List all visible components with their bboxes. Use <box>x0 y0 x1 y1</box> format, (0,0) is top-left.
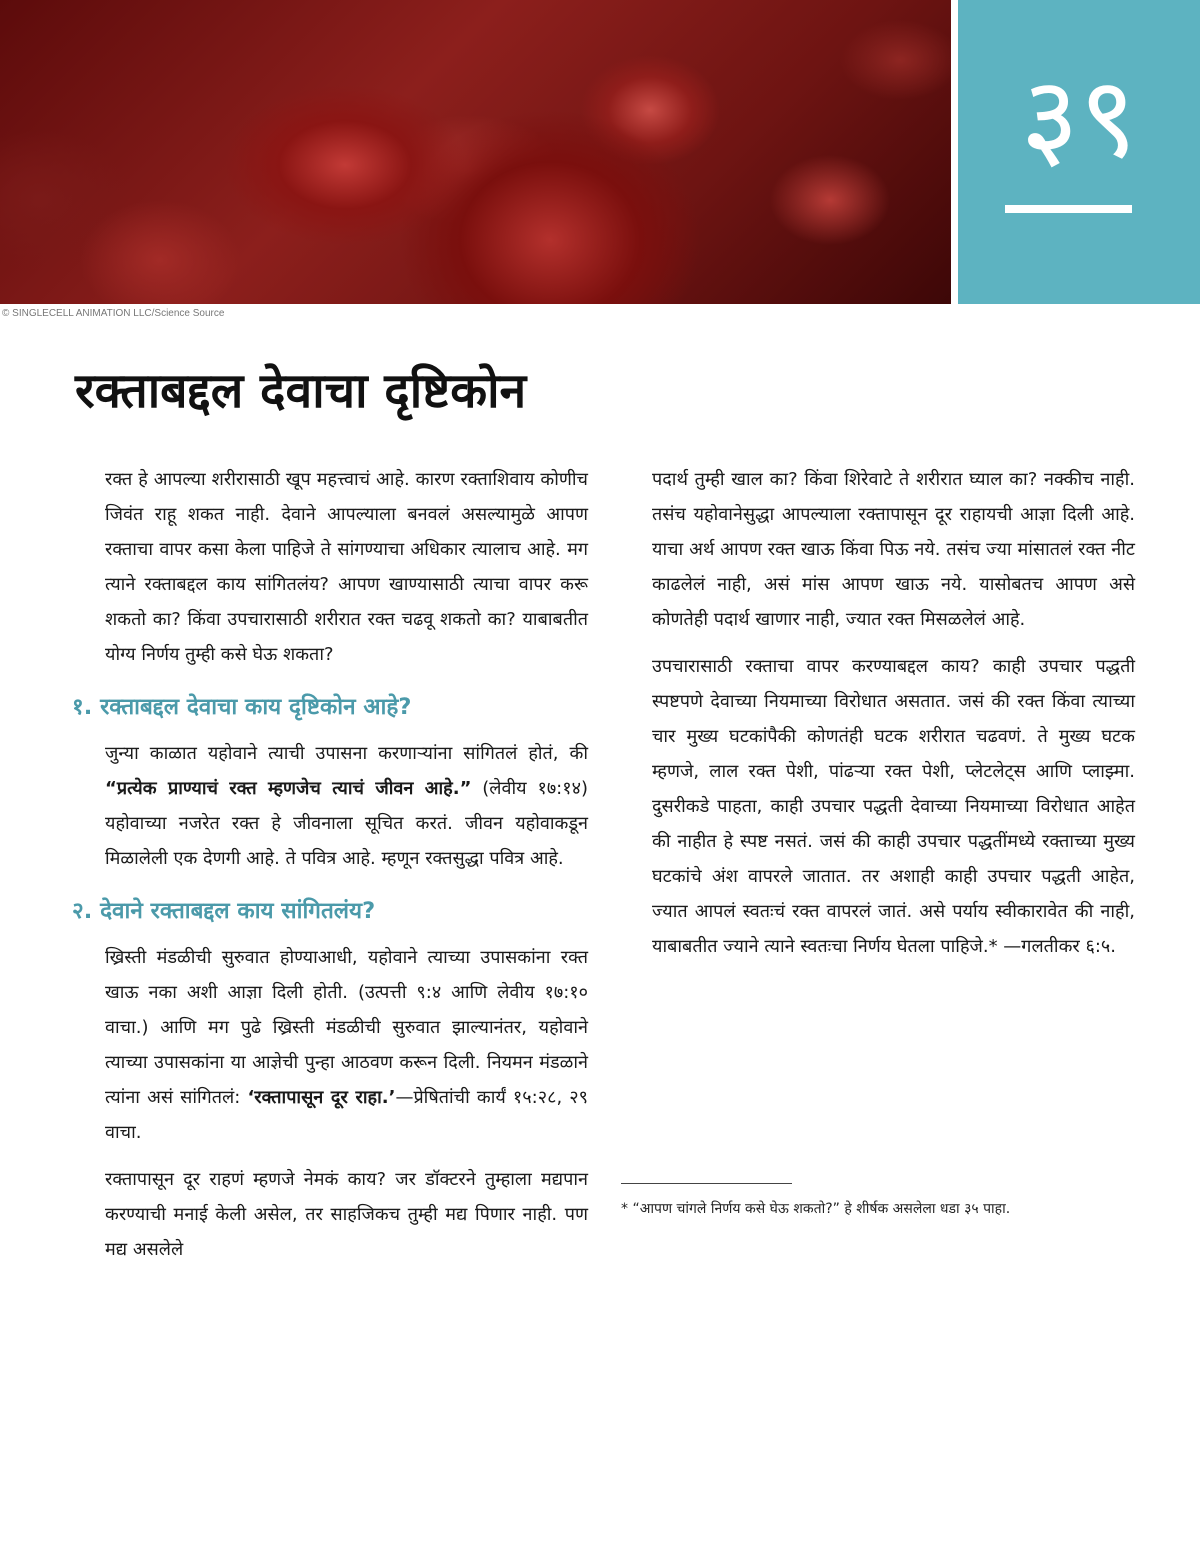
q1-text-pre: जुन्या काळात यहोवाने त्याची उपासना करणाऱ्यांना सांगितलं होतं, की <box>105 743 588 764</box>
q1-text-post: (लेवीय १७:१४) यहोवाच्या नजरेत रक्त हे जीवनाला सूचित करतं. जीवन यहोवाकडून मिळालेली एक देणगी आहे. ते पवित्र आहे. म्हणून रक्तसुद्धा पवित्र आहे. <box>105 778 588 869</box>
page-title: रक्ताबद्दल देवाचा दृष्टिकोन <box>75 363 527 419</box>
chapter-number: ३९ <box>1020 53 1138 183</box>
chapter-underline <box>1005 205 1132 213</box>
chapter-number-box <box>958 0 1200 304</box>
intro-paragraph: रक्त हे आपल्या शरीरासाठी खूप महत्त्वाचं आहे. कारण रक्ताशिवाय कोणीच जिवंत राहू शकत नाही. देवाने आपल्याला बनवलं असल्यामुळे आपण रक्ताचा वापर कसा केला पाहिजे ते सांगण्याचा अधिकार त्यालाच आहे. मग त्याने रक्ताबद्दल काय सांगितलंय? आपण खाण्यासाठी त्याचा वापर करू शकतो का? किंवा उपचारासाठी शरीरात रक्त चढवू शकतो का? याबाबतीत योग्य निर्णय तुम्ही कसे घेऊ शकता? <box>105 469 588 665</box>
right-paragraph-2: उपचारासाठी रक्ताचा वापर करण्याबद्दल काय? काही उपचार पद्धती स्पष्टपणे देवाच्या नियमाच्या विरोधात असतात. जसं की रक्त किंवा त्याच्या चार मुख्य घटकांपैकी कोणतंही घटक शरीरात चढवणं. ते मुख्य घटक म्हणजे, लाल रक्त पेशी, पांढऱ्या रक्त पेशी, प्लेटलेट्स आणि प्लाझ्मा. दुसरीकडे पाहता, काही उपचार पद्धती देवाच्या नियमाच्या विरोधात आहेत की नाहीत हे स्पष्ट नसतं. जसं की काही उपचार पद्धतींमध्ये रक्ताच्या मुख्य घटकांचे अंश वापरले जातात. तर अशाही काही उपचार पद्धती आहेत, ज्यात आपलं स्वतःचं रक्त वापरलं जातं. असे पर्याय स्वीकारावेत की नाही, याबाबतीत ज्याने त्याने स्वतःचा निर्णय घेतला पाहिजे.* —गलतीकर ६:५. <box>652 656 1135 957</box>
q2-scripture-quote: ‘रक्तापासून दूर राहा.’ <box>247 1087 396 1108</box>
right-paragraph-1: पदार्थ तुम्ही खाल का? किंवा शिरेवाटे ते शरीरात घ्याल का? नक्कीच नाही. तसंच यहोवानेसुद्धा आपल्याला रक्तापासून दूर राहायची आज्ञा दिली आहे. याचा अर्थ आपण रक्त खाऊ किंवा पिऊ नये. तसंच ज्या मांसातलं रक्त नीट काढलेलं नाही, असं मांस आपण खाऊ नये. यासोबतच आपण असे कोणतेही पदार्थ खाणार नाही, ज्यात रक्त मिसळलेलं आहे. <box>652 469 1135 630</box>
footnote-divider <box>621 1183 792 1184</box>
left-column <box>72 462 589 1279</box>
q1-scripture-quote: “प्रत्येक प्राण्याचं रक्त म्हणजेच त्याचं जीवन आहे.” <box>105 778 472 799</box>
question-1-paragraph <box>105 736 588 876</box>
q2-text-post: —प्रेषितांची कार्यं १५:२८, २९ वाचा. <box>105 1087 589 1143</box>
question-2-heading: २. देवाने रक्ताबद्दल काय सांगितलंय? <box>72 898 376 924</box>
q2-text-pre: ख्रिस्ती मंडळीची सुरुवात होण्याआधी, यहोवाने त्याच्या उपासकांना रक्त खाऊ नका अशी आज्ञा दिली होती. (उत्पत्ती ९:४ आणि लेवीय १७:१० वाचा.) आणि मग पुढे ख्रिस्ती मंडळीची सुरुवात झाल्यानंतर, यहोवाने त्याच्या उपासकांना या आज्ञेची पुन्हा आठवण करून दिली. नियमन मंडळाने त्यांना असं सांगितलं: <box>105 947 588 1108</box>
question-2-paragraph-2: रक्तापासून दूर राहणं म्हणजे नेमकं काय? जर डॉक्टरने तुम्हाला मद्यपान करण्याची मनाई केली असेल, तर साहजिकच तुम्ही मद्य पिणार नाही. पण मद्य असलेले <box>105 1169 588 1260</box>
right-column <box>652 462 1135 976</box>
photo-credit: © SINGLECELL ANIMATION LLC/Science Source <box>2 308 225 319</box>
question-2-paragraph-1 <box>105 940 588 1150</box>
hero-image-blood-cells <box>0 0 951 304</box>
question-1-heading: १. रक्ताबद्दल देवाचा काय दृष्टिकोन आहे? <box>72 694 412 720</box>
footnote: * “आपण चांगले निर्णय कसे घेऊ शकतो?” हे शीर्षक असलेला धडा ३५ पाहा. <box>621 1201 1011 1217</box>
